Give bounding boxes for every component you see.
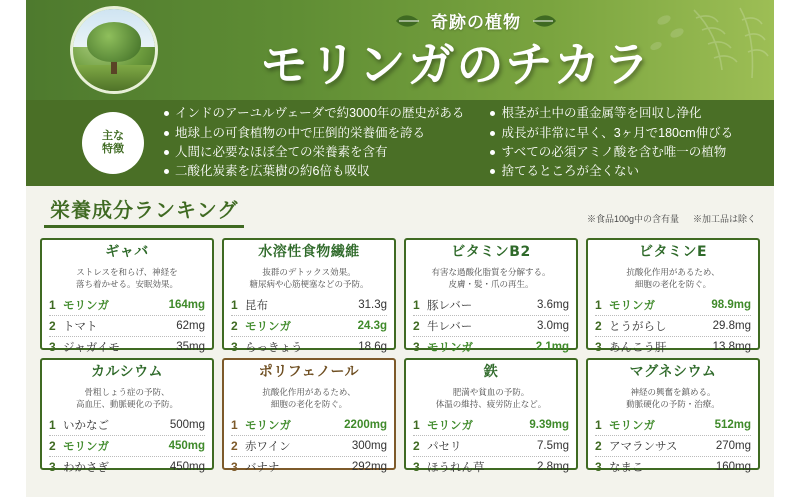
ranking-item-value: 29.8mg — [712, 320, 751, 333]
ranking-item-value: 164mg — [168, 299, 205, 312]
ranking-item-name: モリンガ — [609, 420, 655, 433]
ranking-item-name: トマト — [63, 321, 98, 334]
ranking-row — [413, 337, 569, 357]
feature-text: 地球上の可食植物の中で圧倒的栄養価を誇る — [175, 125, 426, 140]
ranking-position: 1 — [413, 418, 420, 433]
ranking-row — [595, 316, 751, 337]
ranking-item-name: 昆布 — [245, 300, 268, 313]
feature-item — [490, 162, 733, 181]
ranking-item-name: 赤ワイン — [245, 441, 291, 454]
ranking-card-description: 有害な過酸化脂質を分解する。 皮膚・髪・爪の再生。 — [431, 267, 551, 290]
ranking-card — [586, 358, 760, 475]
ranking-position: 3 — [49, 460, 56, 475]
ranking-row — [231, 415, 387, 436]
ranking-row — [231, 316, 387, 337]
ranking-item-name: 牛レバー — [427, 321, 473, 334]
ranking-card-grid — [40, 238, 760, 475]
feature-item — [490, 143, 733, 162]
ranking-position: 1 — [413, 298, 420, 313]
ranking-position: 1 — [49, 418, 56, 433]
ranking-position: 2 — [413, 319, 420, 334]
left-margin-band — [0, 0, 26, 497]
ranking-card — [404, 238, 578, 355]
ranking-item-name: ジャガイモ — [63, 342, 120, 355]
ranking-card-title: ギャバ — [105, 244, 149, 260]
ranking-position: 2 — [413, 439, 420, 454]
bullet-dot-icon — [490, 150, 495, 155]
ranking-row — [231, 295, 387, 316]
features-columns — [164, 104, 733, 182]
feature-item — [490, 124, 733, 143]
ranking-row — [413, 316, 569, 337]
feature-text: 捨てるところが全くない — [501, 164, 639, 179]
ranking-item-name: ほうれん草 — [427, 462, 485, 475]
ranking-rows — [49, 295, 205, 357]
ranking-item-name: モリンガ — [427, 420, 473, 433]
ranking-item-value: 9.39mg — [529, 419, 569, 432]
ranking-item-name: モリンガ — [245, 420, 291, 433]
ranking-card-title: 鉄 — [483, 364, 499, 380]
bullet-dot-icon — [490, 131, 495, 136]
ranking-item-value: 13.8mg — [712, 341, 751, 354]
ranking-position: 1 — [595, 418, 602, 433]
ranking-note: ※食品100g中の含有量 — [586, 214, 679, 224]
ranking-item-name: モリンガ — [609, 300, 655, 313]
ranking-card-description: 抗酸化作用があるため、 細胞の老化を防ぐ。 — [626, 267, 720, 290]
ranking-rows — [231, 415, 387, 477]
feature-item — [490, 104, 733, 123]
ranking-item-value: 35mg — [176, 341, 205, 354]
ranking-row — [49, 415, 205, 436]
ranking-row — [231, 457, 387, 477]
ranking-position: 3 — [595, 340, 602, 355]
ranking-card — [404, 358, 578, 475]
feature-text: 根茎が土中の重金属等を回収し浄化 — [501, 106, 702, 121]
photo-foliage — [87, 22, 141, 62]
ranking-item-name: とうがらし — [609, 321, 667, 334]
ranking-card — [40, 238, 214, 355]
ranking-item-name: モリンガ — [245, 321, 291, 334]
leaf-left-icon — [395, 13, 421, 29]
ranking-rows — [413, 415, 569, 477]
bullet-dot-icon — [490, 169, 495, 174]
ranking-item-value: 270mg — [715, 440, 751, 453]
ranking-item-name: バナナ — [245, 462, 280, 475]
ranking-section — [26, 186, 774, 497]
ranking-item-value: 62mg — [176, 320, 205, 333]
feature-item — [164, 104, 464, 123]
ranking-card — [586, 238, 760, 355]
ranking-item-value: 24.3g — [357, 320, 387, 333]
ranking-item-name: いかなご — [63, 420, 109, 433]
ranking-position: 2 — [595, 439, 602, 454]
ranking-card-description: ストレスを和らげ、神経を 落ち着かせる。安眠効果。 — [75, 267, 178, 290]
ranking-row — [49, 295, 205, 316]
feature-item — [164, 143, 464, 162]
ranking-position: 3 — [231, 340, 238, 355]
ranking-item-name: あんこう肝 — [609, 342, 667, 355]
ranking-position: 2 — [49, 439, 56, 454]
ranking-item-name: らっきょう — [245, 342, 303, 355]
ranking-card-description: 神経の興奮を鎮める。 動脈硬化の予防・治療。 — [626, 387, 720, 410]
ranking-card-title: カルシウム — [90, 364, 163, 380]
features-column-right — [490, 104, 733, 182]
ranking-row — [49, 457, 205, 477]
ranking-item-name: モリンガ — [63, 300, 109, 313]
features-badge-line-1: 主な — [102, 130, 124, 143]
ranking-card-title: ポリフェノール — [258, 364, 360, 380]
ranking-row — [231, 436, 387, 457]
ranking-position: 1 — [49, 298, 56, 313]
ranking-item-value: 31.3g — [358, 299, 387, 312]
ranking-card-title: 水溶性食物繊維 — [258, 244, 360, 260]
ranking-row — [231, 337, 387, 357]
ranking-position: 3 — [413, 340, 420, 355]
ranking-item-value: 300mg — [351, 440, 387, 453]
ranking-row — [595, 415, 751, 436]
header-subtitle: 奇跡の植物 — [431, 13, 521, 32]
feature-text: 二酸化炭素を広葉樹の約6倍も吸収 — [175, 164, 370, 179]
ranking-row — [413, 436, 569, 457]
ranking-rows — [595, 415, 751, 477]
feature-text: インドのアーユルヴェーダで約3000年の歴史がある — [175, 106, 465, 121]
ranking-notes — [587, 212, 756, 228]
ranking-position: 3 — [413, 460, 420, 475]
poster-title: モリンガのチカラ — [260, 38, 652, 93]
feature-item — [164, 124, 464, 143]
ranking-row — [49, 316, 205, 337]
features-badge-line-2: 特徴 — [102, 143, 124, 155]
ranking-item-name: 豚レバー — [427, 300, 473, 313]
ranking-position: 2 — [231, 439, 238, 454]
bullet-dot-icon — [164, 111, 169, 116]
ranking-row — [413, 457, 569, 477]
feature-item — [164, 162, 464, 181]
features-badge — [82, 112, 144, 174]
ranking-header — [40, 194, 760, 230]
ranking-card — [222, 238, 396, 355]
ranking-position: 3 — [49, 340, 56, 355]
ranking-item-name: アマランサス — [609, 441, 678, 454]
ranking-item-name: モリンガ — [63, 441, 109, 454]
features-bar — [26, 100, 774, 186]
ranking-item-value: 3.0mg — [537, 320, 569, 333]
moringa-tree-photo — [70, 6, 158, 94]
ranking-row — [413, 415, 569, 436]
ranking-row — [595, 337, 751, 357]
feature-text: 成長が非常に早く、3ヶ月で180cm伸びる — [501, 125, 734, 140]
feature-text: 人間に必要なほぼ全ての栄養素を含有 — [175, 145, 388, 159]
ranking-position: 3 — [231, 460, 238, 475]
ranking-card-title: ビタミンB2 — [451, 244, 531, 260]
ranking-item-name: なまこ — [609, 462, 644, 475]
poster-header — [26, 0, 774, 100]
bullet-dot-icon — [164, 169, 169, 174]
ranking-row — [413, 295, 569, 316]
features-column-left — [164, 104, 464, 182]
ranking-card-description: 抗酸化作用があるため、 細胞の老化を防ぐ。 — [262, 387, 356, 410]
ranking-card — [40, 358, 214, 475]
ranking-item-name: モリンガ — [427, 342, 473, 355]
ranking-rows — [231, 295, 387, 357]
ranking-row — [595, 436, 751, 457]
ranking-row — [49, 436, 205, 457]
ranking-item-value: 98.9mg — [711, 299, 751, 312]
ranking-item-value: 292mg — [351, 461, 387, 474]
ranking-position: 2 — [231, 319, 238, 334]
ranking-item-value: 512mg — [714, 419, 751, 432]
ranking-position: 2 — [595, 319, 602, 334]
ranking-item-value: 2.1mg — [535, 341, 569, 354]
ranking-card — [222, 358, 396, 475]
ranking-item-value: 2200mg — [344, 419, 387, 432]
ranking-row — [595, 457, 751, 477]
ranking-item-value: 450mg — [168, 440, 205, 453]
ranking-position: 1 — [595, 298, 602, 313]
ranking-item-value: 450mg — [169, 461, 205, 474]
ranking-position: 1 — [231, 298, 238, 313]
ranking-card-title: マグネシウム — [629, 364, 717, 380]
ranking-rows — [595, 295, 751, 357]
ranking-card-title: ビタミンE — [638, 244, 708, 260]
feature-text: すべての必須アミノ酸を含む唯一の植物 — [501, 145, 727, 159]
ranking-card-description: 骨粗しょう症の予防、 高血圧、動脈硬化の予防。 — [75, 387, 178, 410]
ranking-position: 1 — [231, 418, 238, 433]
ranking-item-value: 2.8mg — [537, 461, 569, 474]
bullet-dot-icon — [164, 150, 169, 155]
ranking-position: 2 — [49, 319, 56, 334]
ranking-item-value: 18.6g — [358, 341, 387, 354]
ranking-item-value: 7.5mg — [537, 440, 569, 453]
ranking-rows — [49, 415, 205, 477]
ranking-row — [595, 295, 751, 316]
ranking-card-description: 抜群のデトックス効果。 糖尿病や心筋梗塞などの予防。 — [249, 267, 369, 290]
leaf-right-icon — [531, 13, 557, 29]
ranking-title: 栄養成分ランキング — [44, 194, 244, 228]
ranking-item-value: 500mg — [169, 419, 205, 432]
ranking-item-value: 160mg — [715, 461, 751, 474]
bullet-dot-icon — [164, 131, 169, 136]
ranking-card-description: 肥満や貧血の予防。 体温の維持、疲労防止など。 — [435, 387, 547, 410]
ranking-item-value: 3.6mg — [537, 299, 569, 312]
ranking-item-name: パセリ — [427, 441, 462, 454]
ranking-rows — [413, 295, 569, 357]
bullet-dot-icon — [490, 111, 495, 116]
ranking-note: ※加工品は除く — [692, 214, 756, 224]
right-margin-band — [774, 0, 800, 497]
ranking-row — [49, 337, 205, 357]
ranking-item-name: わかさぎ — [63, 462, 109, 475]
ranking-position: 3 — [595, 460, 602, 475]
